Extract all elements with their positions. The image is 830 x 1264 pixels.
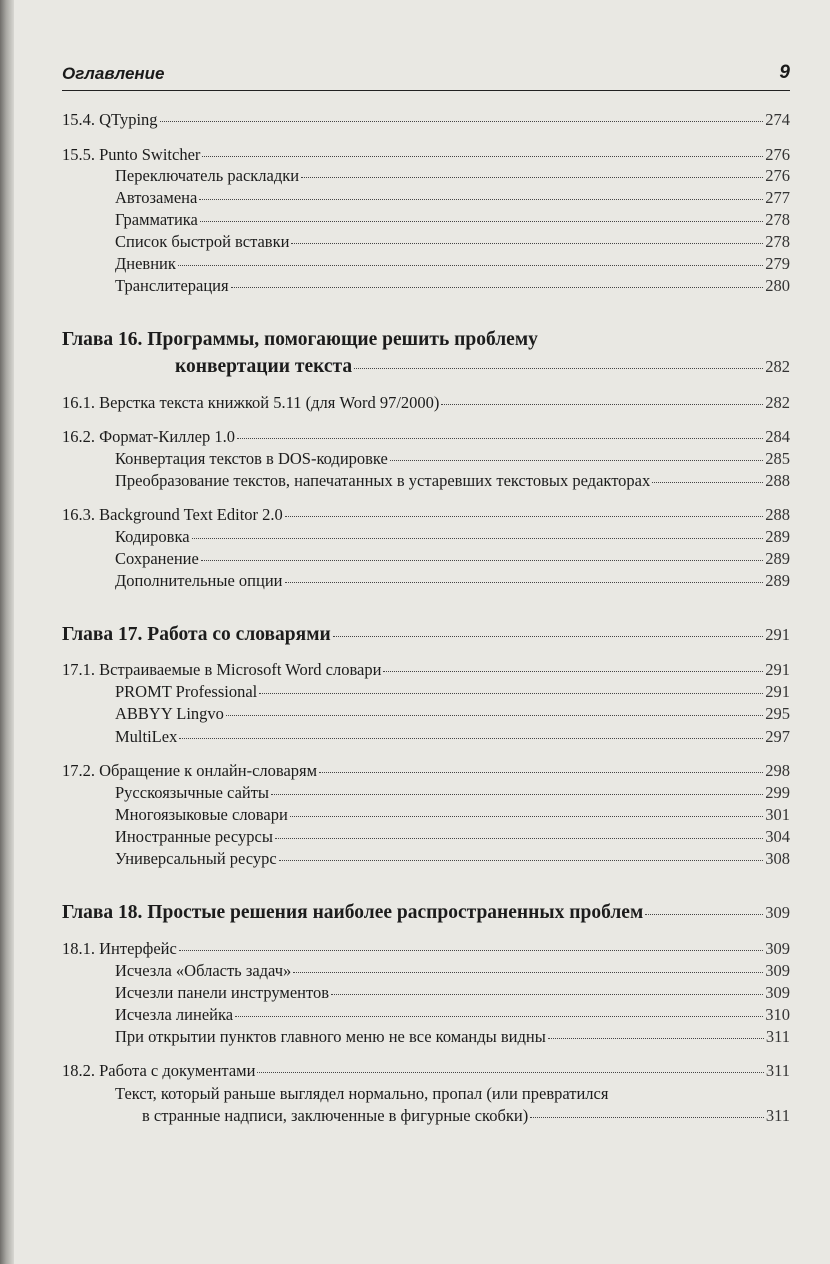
dot-leader xyxy=(530,1117,764,1118)
dot-leader xyxy=(160,121,764,122)
dot-leader xyxy=(199,199,763,200)
toc-entry-page: 291 xyxy=(765,660,790,679)
toc-entry-text: Исчезла линейка xyxy=(115,1005,234,1024)
toc-entry xyxy=(115,527,790,547)
toc-entry xyxy=(115,276,790,296)
dot-leader xyxy=(390,460,763,461)
dot-leader xyxy=(279,860,764,861)
dot-leader xyxy=(285,516,763,517)
toc-entry-page: 311 xyxy=(765,1061,790,1080)
dot-leader xyxy=(301,177,763,178)
dot-leader xyxy=(200,221,763,222)
toc-entry xyxy=(115,827,790,847)
toc-entry xyxy=(62,427,790,447)
dot-leader xyxy=(293,972,763,973)
toc-entry xyxy=(142,1106,790,1126)
toc-entry-text: Дневник xyxy=(115,254,176,273)
toc-entry-text: Конвертация текстов в DOS-кодировке xyxy=(115,449,388,468)
toc-entry-page: 309 xyxy=(765,939,790,958)
toc-entry xyxy=(62,110,790,130)
toc-entry-text: 18.2. Работа с документами xyxy=(62,1061,256,1080)
toc-entry-text: Универсальный ресурс xyxy=(115,849,277,868)
dot-leader xyxy=(226,715,763,716)
toc-entry-text: MultiLex xyxy=(115,727,178,746)
toc-entry-text: 16.1. Верстка текста книжкой 5.11 (для Word 97/2000) xyxy=(62,393,440,412)
dot-leader xyxy=(192,538,764,539)
toc-entry-text: Преобразование текстов, напечатанных в устаревших текстовых редакторах xyxy=(115,471,651,490)
toc-entry-page: 291 xyxy=(765,625,790,644)
toc-entry-text: 15.5. Punto Switcher xyxy=(62,145,201,164)
toc-entry-text: Список быстрой вставки xyxy=(115,232,290,251)
toc-entry-text: ABBYY Lingvo xyxy=(115,704,224,723)
toc-entry-text: Глава 17. Работа со словарями xyxy=(62,624,331,645)
toc-entry-page: 276 xyxy=(765,166,790,185)
toc-entry-page: 279 xyxy=(765,254,790,273)
toc-entry-text: Грамматика xyxy=(115,210,198,229)
toc-entry-page: 297 xyxy=(765,727,790,746)
toc-entry-page: 310 xyxy=(765,1005,790,1024)
toc-entry-page: 311 xyxy=(765,1106,790,1125)
toc-entry-text: При открытии пунктов главного меню не все команды видны xyxy=(115,1027,546,1046)
toc-entry xyxy=(62,505,790,525)
toc-entry-page: 291 xyxy=(765,682,790,701)
dot-leader xyxy=(179,950,763,951)
dot-leader xyxy=(333,636,764,637)
toc-entry-text: Русскоязычные сайты xyxy=(115,783,270,802)
toc-entry xyxy=(115,449,790,469)
toc-entry-text: 16.2. Формат-Киллер 1.0 xyxy=(62,427,235,446)
dot-leader xyxy=(645,914,763,915)
toc-entry-text: Транслитерация xyxy=(115,276,229,295)
toc-entry-text: Сохранение xyxy=(115,549,199,568)
dot-leader xyxy=(201,560,763,561)
toc-entry-text: 15.4. QTyping xyxy=(62,110,158,129)
toc-entry-page: 284 xyxy=(765,427,790,446)
dot-leader xyxy=(285,582,764,583)
toc-entry-text: 17.1. Встраиваемые в Microsoft Word словари xyxy=(62,660,382,679)
page-spine-shadow xyxy=(0,0,14,1264)
toc-entry-text: Многоязыковые словари xyxy=(115,805,288,824)
toc-entry xyxy=(62,145,790,165)
toc-entry xyxy=(115,805,790,825)
toc-entry-text: Иностранные ресурсы xyxy=(115,827,273,846)
dot-leader xyxy=(179,738,763,739)
toc-entry-page: 301 xyxy=(765,805,790,824)
dot-leader xyxy=(331,994,763,995)
toc-entry xyxy=(115,1027,790,1047)
dot-leader xyxy=(548,1038,764,1039)
toc-entry-page: 288 xyxy=(765,505,790,524)
toc-entry xyxy=(62,393,790,413)
toc-entry-page: 278 xyxy=(765,210,790,229)
toc-entry-text: Глава 18. Простые решения наиболее распространенных проблем xyxy=(62,902,644,923)
dot-leader xyxy=(235,1016,763,1017)
toc-entry-line: Текст, который раньше выглядел нормально, пропал (или превратился xyxy=(115,1084,609,1103)
toc-entry-page: 280 xyxy=(765,276,790,295)
toc-entry-page: 309 xyxy=(765,903,790,922)
toc-entry-text: в странные надписи, заключенные в фигурные скобки) xyxy=(142,1106,529,1125)
dot-leader xyxy=(257,1072,763,1073)
toc-entry xyxy=(115,961,790,981)
toc-entry xyxy=(115,210,790,230)
toc-entry-chapter xyxy=(62,903,790,923)
toc-entry-page: 298 xyxy=(765,761,790,780)
dot-leader xyxy=(291,243,763,244)
toc-entry xyxy=(115,254,790,274)
dot-leader xyxy=(652,482,763,483)
toc-entry-page: 285 xyxy=(765,449,790,468)
toc-entry-page: 288 xyxy=(765,471,790,490)
toc-entry-page: 289 xyxy=(765,549,790,568)
toc-entry-page: 309 xyxy=(765,983,790,1002)
dot-leader xyxy=(441,404,763,405)
toc-entry-page: 304 xyxy=(765,827,790,846)
dot-leader xyxy=(178,265,763,266)
toc-entry-page: 278 xyxy=(765,232,790,251)
toc-entry-page: 309 xyxy=(765,961,790,980)
toc-entry xyxy=(62,660,790,680)
dot-leader xyxy=(231,287,764,288)
toc-entry-text: Исчезли панели инструментов xyxy=(115,983,330,1002)
header-page-number: 9 xyxy=(779,62,790,83)
toc-entry-page: 277 xyxy=(765,188,790,207)
dot-leader xyxy=(275,838,763,839)
toc-entry-text: 18.1. Интерфейс xyxy=(62,939,177,958)
header-title: Оглавление xyxy=(62,64,165,83)
toc-entry xyxy=(115,1005,790,1025)
toc-entry-page: 274 xyxy=(765,110,790,129)
toc-entry-page: 308 xyxy=(765,849,790,868)
toc-entry xyxy=(115,188,790,208)
dot-leader xyxy=(271,794,763,795)
dot-leader xyxy=(290,816,763,817)
toc-entry xyxy=(62,939,790,959)
toc-entry xyxy=(115,549,790,569)
toc-entry xyxy=(115,471,790,491)
toc-entry-text: Дополнительные опции xyxy=(115,571,283,590)
toc-entry xyxy=(115,704,790,724)
toc-entry-text: Исчезла «Область задач» xyxy=(115,961,292,980)
dot-leader xyxy=(383,671,763,672)
toc-entry xyxy=(115,571,790,591)
toc-entry xyxy=(62,1061,790,1081)
toc-entry xyxy=(115,682,790,702)
running-header xyxy=(62,60,790,91)
chapter-title-line: Глава 16. Программы, помогающие решить проблему xyxy=(62,329,538,350)
dot-leader xyxy=(202,156,763,157)
toc-entry xyxy=(62,761,790,781)
dot-leader xyxy=(354,368,763,369)
toc-entry-page: 289 xyxy=(765,527,790,546)
toc-entry xyxy=(115,783,790,803)
toc-entry-text: Переключатель раскладки xyxy=(115,166,300,185)
toc-entry-page: 282 xyxy=(765,393,790,412)
dot-leader xyxy=(237,438,763,439)
toc-entry-chapter xyxy=(62,625,790,645)
toc-entry-text: конвертации текста xyxy=(175,356,353,377)
toc-entry xyxy=(115,727,790,747)
toc-entry-text: Автозамена xyxy=(115,188,198,207)
toc-entry xyxy=(115,983,790,1003)
toc-entry-text: Кодировка xyxy=(115,527,190,546)
toc-entry-text: 16.3. Background Text Editor 2.0 xyxy=(62,505,283,524)
toc-entry-page: 282 xyxy=(765,357,790,376)
toc-entry-text: 17.2. Обращение к онлайн-словарям xyxy=(62,761,318,780)
dot-leader xyxy=(319,772,763,773)
toc-entry-text: PROMT Professional xyxy=(115,682,258,701)
toc-entry-page: 289 xyxy=(765,571,790,590)
toc-entry xyxy=(115,849,790,869)
toc-entry-chapter xyxy=(175,357,790,377)
dot-leader xyxy=(259,693,763,694)
toc-entry-page: 311 xyxy=(765,1027,790,1046)
toc-entry xyxy=(115,232,790,252)
toc-entry-page: 295 xyxy=(765,704,790,723)
toc-entry-page: 276 xyxy=(765,145,790,164)
toc-entry xyxy=(115,166,790,186)
toc-entry-page: 299 xyxy=(765,783,790,802)
